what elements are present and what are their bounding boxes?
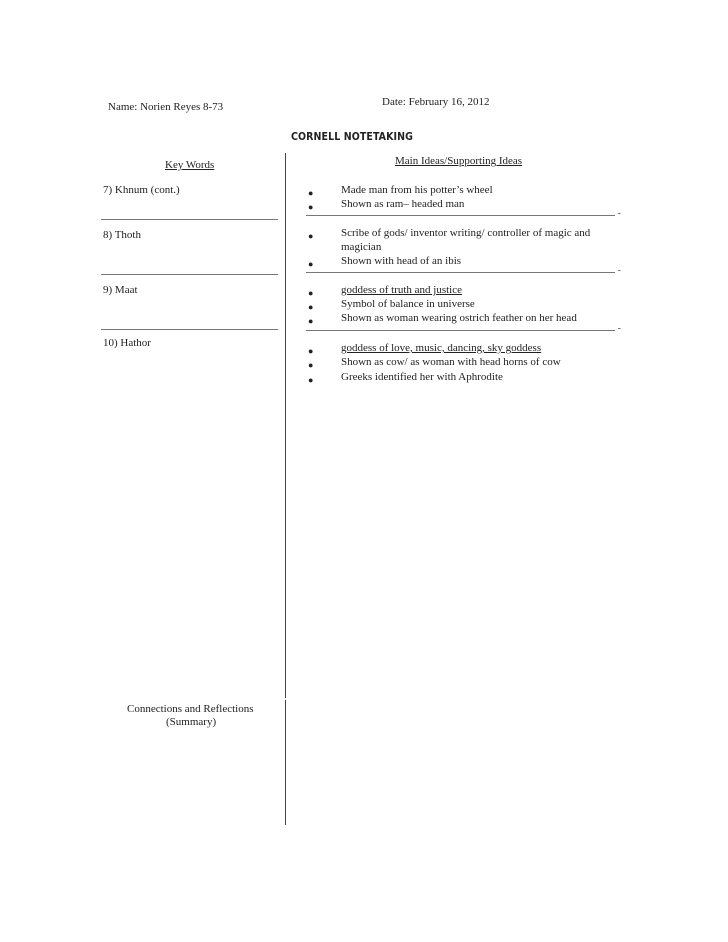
note-text: Shown as ram– headed man: [341, 198, 465, 210]
bullet-icon: ●: [308, 202, 314, 212]
note-text: Shown with head of an ibis: [341, 255, 462, 267]
bullet-icon: ●: [308, 360, 314, 370]
summary-heading: Connections and Reflections: [127, 703, 254, 715]
row-divider-left: [101, 274, 278, 276]
key-word-maat: 9) Maat: [103, 284, 138, 296]
note-date: Date: February 16, 2012: [382, 96, 490, 108]
bullet-icon: ●: [308, 316, 314, 326]
bullet-icon: ●: [308, 288, 314, 298]
note-text: Made man from his potter’s wheel: [341, 184, 493, 196]
bullet-icon: ●: [308, 346, 314, 356]
note-text: Shown as woman wearing ostrich feather on her head: [341, 312, 577, 324]
bullet-icon: ●: [308, 375, 314, 385]
student-name: Name: Norien Reyes 8-73: [108, 101, 224, 113]
bullet-icon: ●: [308, 188, 314, 198]
bullet-icon: ●: [308, 259, 314, 269]
note-text: Scribe of gods/ inventor writing/ controller of magic and: [341, 227, 591, 239]
note-text: goddess of love, music, dancing, sky goddess: [341, 342, 542, 354]
bullet-icon: ●: [308, 302, 314, 312]
row-divider-right: [306, 330, 615, 332]
summary-subheading: (Summary): [166, 716, 217, 728]
row-divider-left: [101, 219, 278, 221]
key-word-hathor: 10) Hathor: [103, 337, 151, 349]
row-divider-right: [306, 272, 615, 274]
key-word-khnum: 7) Khnum (cont.): [103, 184, 180, 196]
column-divider: [285, 153, 286, 698]
page-title: CORNELL NOTETAKING: [291, 131, 413, 143]
note-text: Greeks identified her with Aphrodite: [341, 371, 503, 383]
row-divider-left: [101, 329, 278, 331]
note-text-continued: magician: [341, 241, 382, 253]
note-text: Shown as cow/ as woman with head horns of cow: [341, 356, 561, 368]
note-text: Symbol of balance in universe: [341, 298, 475, 310]
main-ideas-heading: Main Ideas/Supporting Ideas: [395, 155, 523, 167]
summary-divider: [285, 700, 286, 825]
row-divider-right: [306, 215, 615, 217]
note-text: goddess of truth and justice: [341, 284, 462, 296]
key-words-heading: Key Words: [165, 159, 215, 171]
key-word-thoth: 8) Thoth: [103, 229, 141, 241]
bullet-icon: ●: [308, 231, 314, 241]
